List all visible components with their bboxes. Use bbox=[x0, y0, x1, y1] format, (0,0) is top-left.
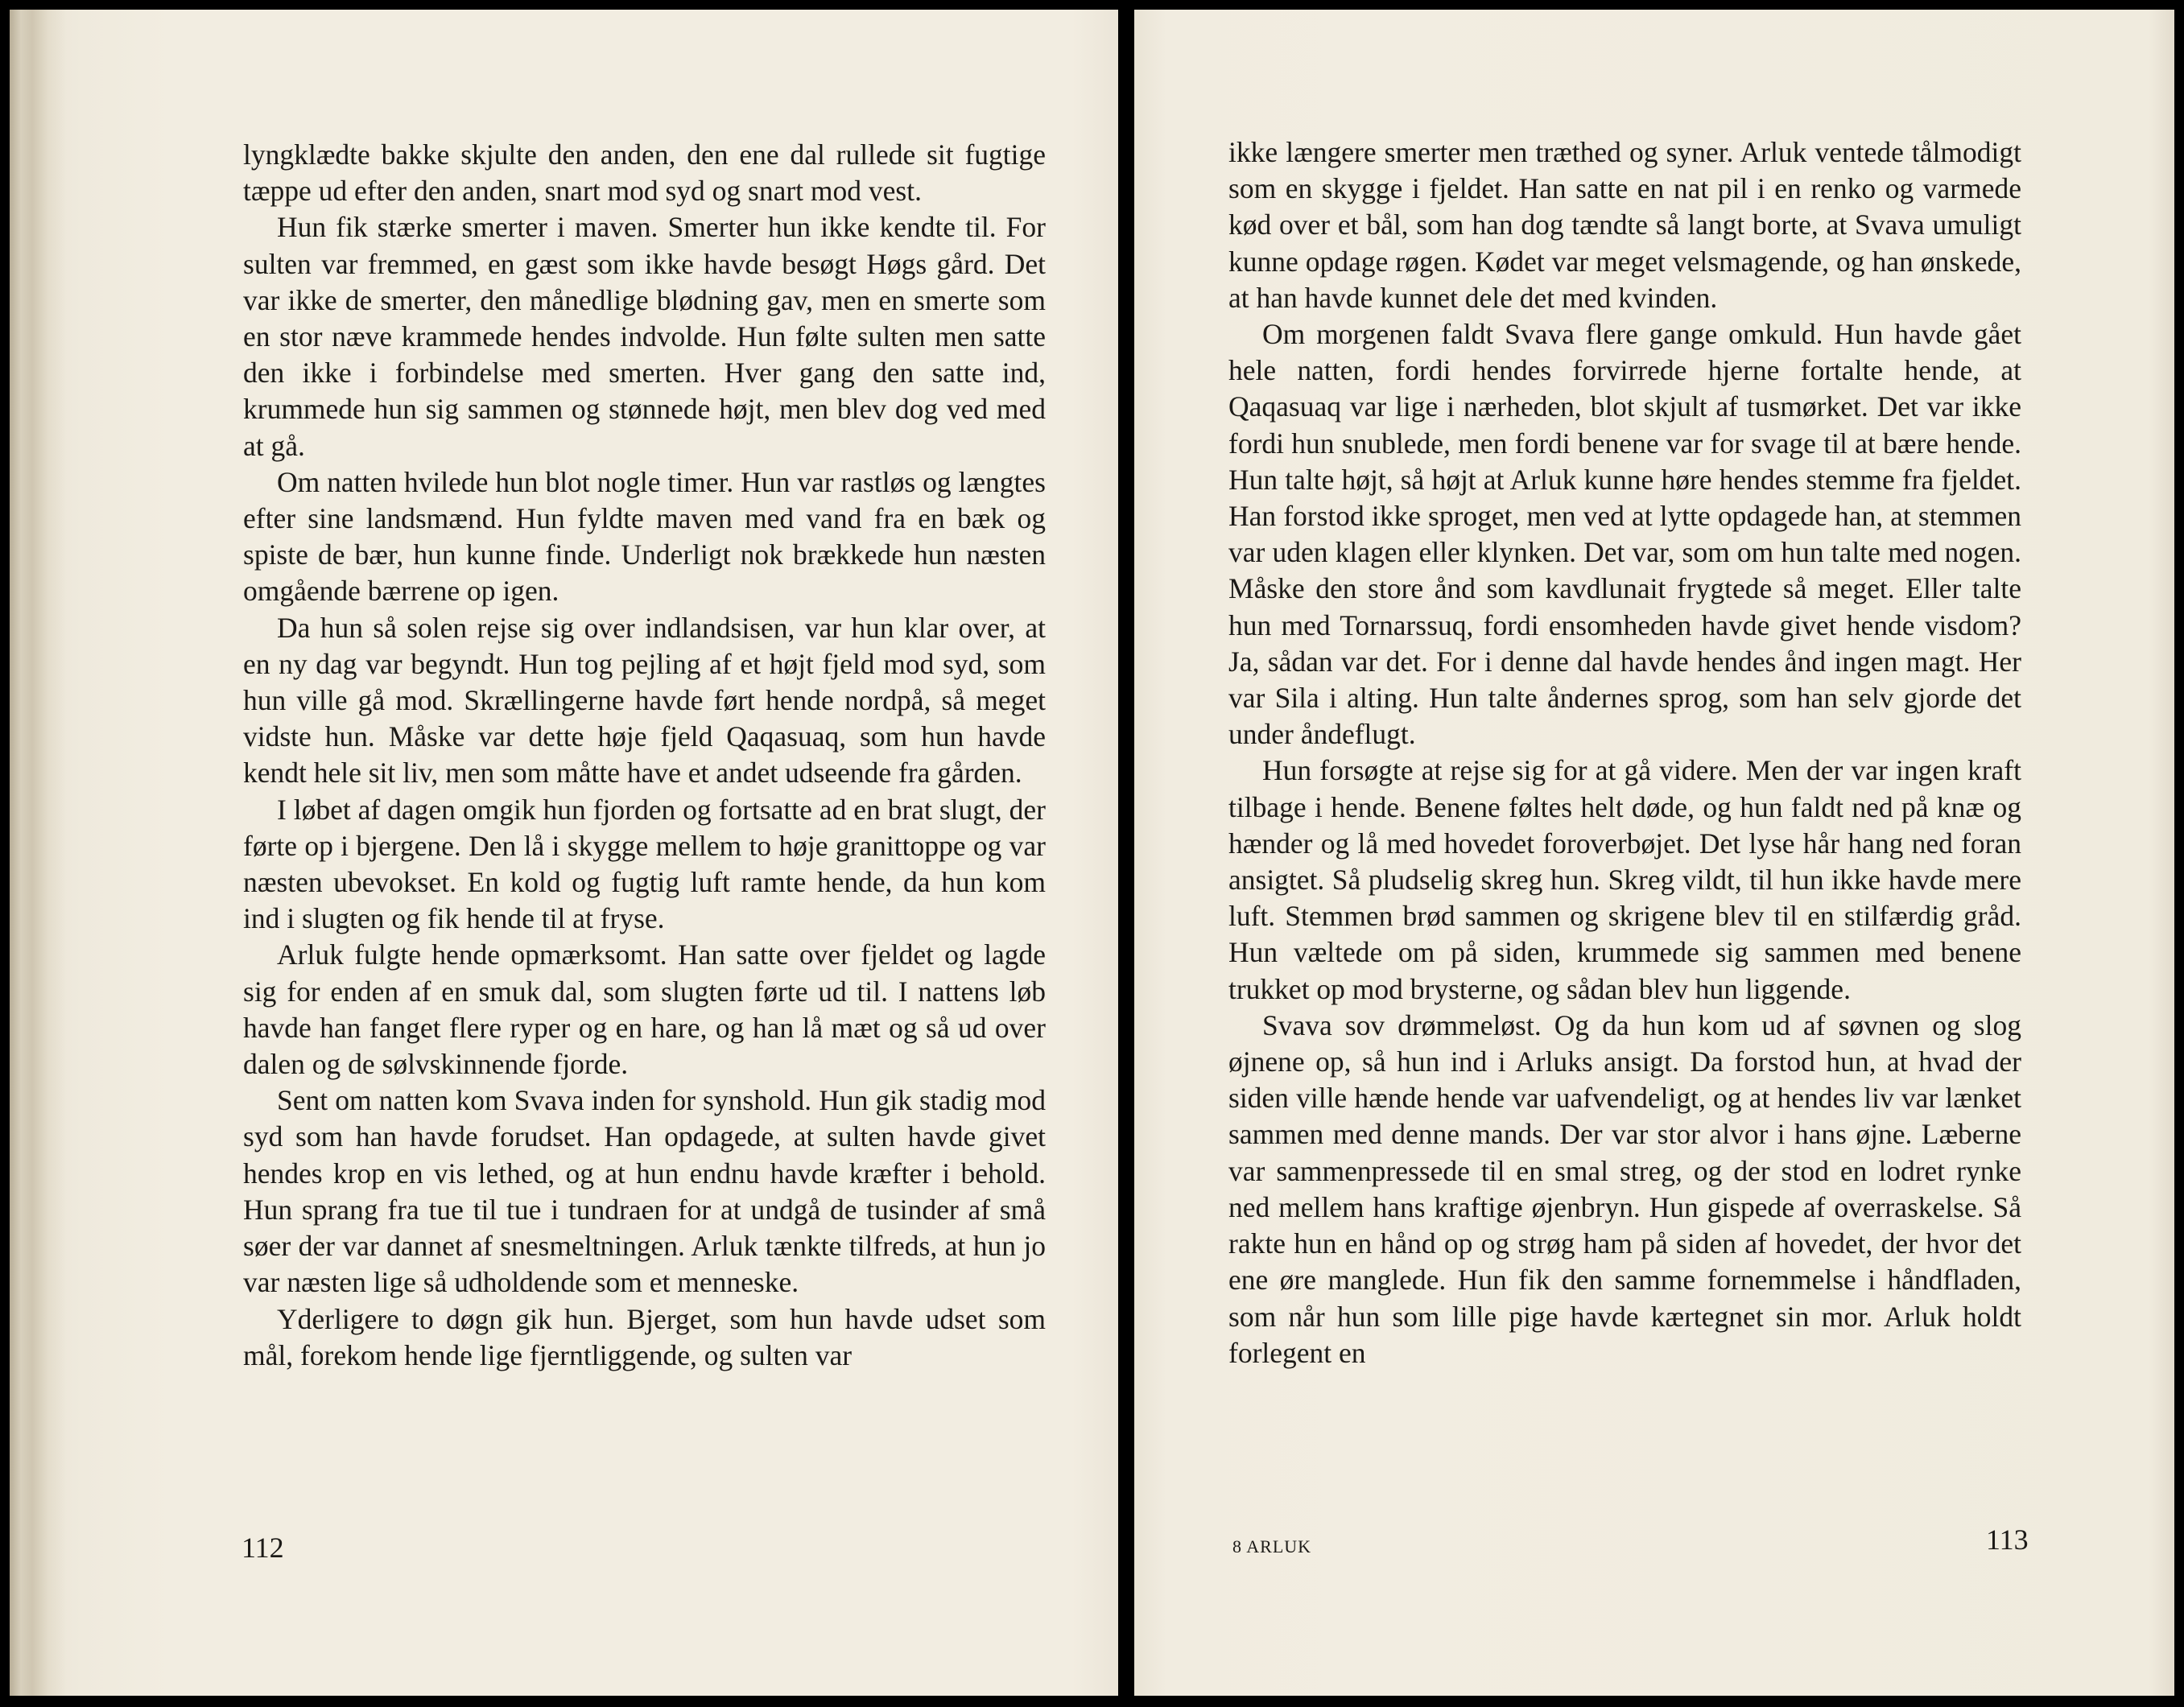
paragraph: Om natten hvilede hun blot nogle timer. Hun var rastløs og længtes efter sine landsmænd. Hun fyldte maven med vand fra en bæk og spiste de bær, hun kunne finde. Underligt nok brækkede hun næsten omgående bærrene op igen. bbox=[243, 465, 1046, 608]
paragraph: I løbet af dagen omgik hun fjorden og fortsatte ad en brat slugt, der førte op i bjergene. Den lå i skygge mellem to høje granittoppe og var næsten ubevokset. En kold og fugtig luft ramte hende, da hun kom ind i slugten og fik hende til at fryse. bbox=[243, 793, 1046, 935]
right-page bbox=[1134, 10, 2174, 1696]
paragraph: Hun fik stærke smerter i maven. Smerter hun ikke kendte til. For sulten var fremmed, en gæst som ikke havde besøgt Høgs gård. Det var ikke de smerter, den månedlige blødning gav, men en smerte som en stor næve krammede hendes indvolde. Hun følte sulten men satte den ikke i forbindelse med smerten. Hver gang den satte ind, krummede hun sig sammen og stønnede højt, men blev dog ved med at gå. bbox=[243, 211, 1046, 462]
paragraph: Hun forsøgte at rejse sig for at gå videre. Men der var ingen kraft tilbage i hende. Benene føltes helt døde, og hun faldt ned på knæ og hænder og lå med hovedet foroverbøjet. Det lyse hår hang ned foran ansigtet. Så pludselig skreg hun. Skreg vildt, til hun ikke havde mere luft. Stemmen brød sammen og skrigene blev til en stilfærdig gråd. Hun væltede om på siden, krummede sig sammen med benene trukket op mod brysterne, og sådan blev hun liggende. bbox=[1228, 754, 2021, 1005]
right-page-body bbox=[1228, 134, 2021, 1371]
left-page-number: 112 bbox=[242, 1532, 284, 1564]
paragraph: Arluk fulgte hende opmærksomt. Han satte over fjeldet og lagde sig for enden af en smuk dal, som slugten førte ud til. I nattens løb havde han fanget flere ryper og en hare, og han lå mæt og så ud over dalen og de sølvskinnende fjorde. bbox=[243, 938, 1046, 1081]
paragraph: Om morgenen faldt Svava flere gange omkuld. Hun havde gået hele natten, fordi hendes forvirrede hjerne fortalte hende, at Qaqasuaq var lige i nærheden, blot skjult af tusmørket. Det var ikke fordi hun snublede, men fordi benene var for svage til at bære hende. Hun talte højt, så højt at Arluk kunne høre hendes stemme fra fjeldet. Han forstod ikke sproget, men ved at lytte opdagede han, at stemmen var uden klagen eller klynken. Det var, som om hun talte med nogen. Måske den store ånd som kavdlunait frygtede så meget. Eller talte hun med Tornarssuq, fordi ensomheden havde givet hende visdom? Ja, sådan var det. For i denne dal havde hendes ånd ingen magt. Her var Sila i alting. Hun talte åndernes sprog, som han selv gjorde det under åndeflugt. bbox=[1228, 318, 2021, 751]
book-spine-edge bbox=[10, 10, 66, 1696]
right-page-number: 113 bbox=[1986, 1524, 2029, 1556]
paragraph: Sent om natten kom Svava inden for synshold. Hun gik stadig mod syd som han havde forudset. Han opdagede, at sulten havde givet hendes krop en vis lethed, og at hun endnu havde kræfter i behold. Hun sprang fra tue til tue i tundraen for at undgå de tusinder af små søer der var dannet af snesmeltningen. Arluk tænkte tilfreds, at hun jo var næsten lige så udholdende som et menneske. bbox=[243, 1084, 1046, 1299]
printer-signature-mark: 8 ARLUK bbox=[1232, 1536, 1312, 1557]
paragraph: Yderligere to døgn gik hun. Bjerget, som hun havde udset som mål, forekom hende lige fjerntliggende, og sulten var bbox=[243, 1302, 1046, 1371]
paragraph: lyngklædte bakke skjulte den anden, den ene dal rullede sit fugtige tæppe ud efter den anden, snart mod syd og snart mod vest. bbox=[243, 138, 1046, 208]
paragraph: Da hun så solen rejse sig over indlandsisen, var hun klar over, at en ny dag var begyndt. Hun tog pejling af et højt fjeld mod syd, som hun ville gå mod. Skrællingerne havde ført hende nordpå, så meget vidste hun. Måske var dette høje fjeld Qaqasuaq, som hun havde kendt hele sit liv, men som måtte have et andet udseende fra gården. bbox=[243, 611, 1046, 790]
left-page-body bbox=[243, 137, 1046, 1374]
paragraph: ikke længere smerter men træthed og syner. Arluk ventede tålmodigt som en skygge i fjeldet. Han satte en nat pil i en renko og varmede kød over et bål, som han dog tændte så langt borte, at Svava umuligt kunne opdage røgen. Kødet var meget velsmagende, og han ønskede, at han havde kunnet dele det med kvinden. bbox=[1228, 136, 2021, 314]
paragraph: Svava sov drømmeløst. Og da hun kom ud af søvnen og slog øjnene op, så hun ind i Arluks ansigt. Da forstod hun, at hvad der siden ville hænde hende var uafvendeligt, og at hendes liv var lænket sammen med denne mands. Der var stor alvor i hans øjne. Læberne var sammenpressede til en smal streg, og der stod en lodret rynke ned mellem hans kraftige øjenbryn. Hun gispede af overraskelse. Så rakte hun en hånd op og strøg ham på siden af hovedet, der hvor det ene øre manglede. Hun fik den samme fornemmelse i håndfladen, som når hun som lille pige havde kærtegnet sin mor. Arluk holdt forlegent en bbox=[1228, 1008, 2021, 1369]
left-page bbox=[10, 10, 1118, 1696]
